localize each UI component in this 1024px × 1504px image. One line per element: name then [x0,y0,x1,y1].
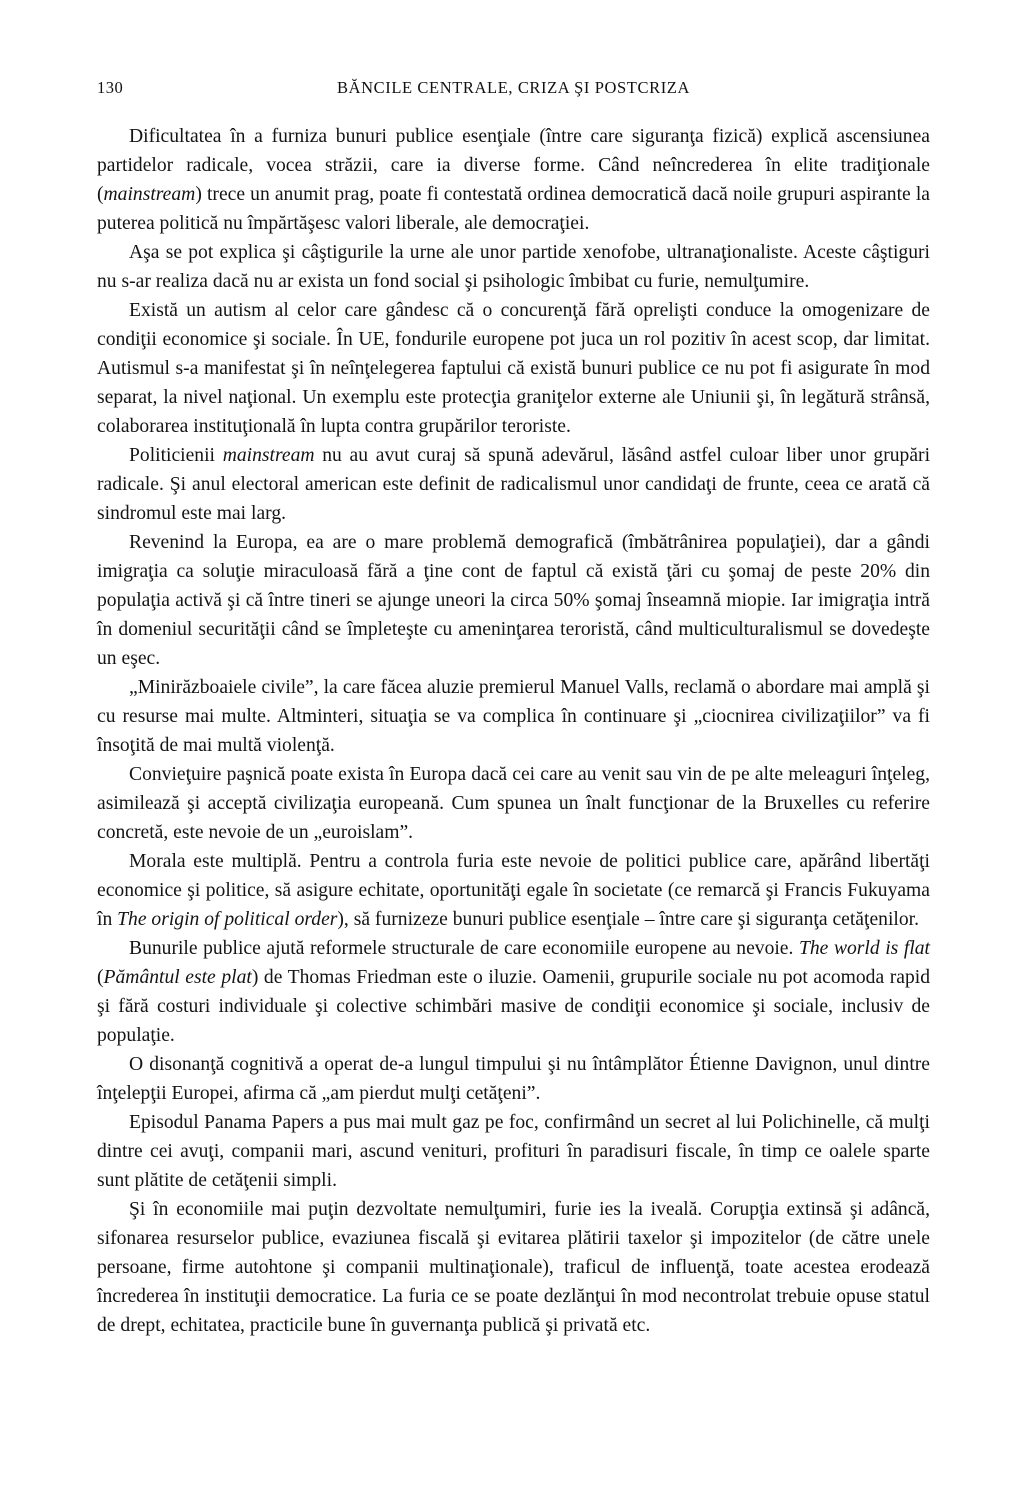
text-run: nu au avut curaj să spună adevărul, lăsând astfel culoar liber unor grupări radicale. Şi anul electoral american este definit de radicalismul unor candidaţi de frunte, ceea ce arată că sindromul este mai larg. [97,445,931,524]
text-run: Există un autism al celor care gândesc că o concurenţă fără oprelişti conduce la omogenizare de condiţii economice şi sociale. În UE, fondurile europene pot juca un rol pozitiv în acest scop, dar limitat. Autismul s-a manifestat şi în neînţelegerea faptului că există bunuri publice ce nu pot fi asigurate în mod separat, la nivel naţional. Un exemplu este protecţia graniţelor externe ale Uniunii şi, în legătură strânsă, colaborarea instituţională în lupta contra grupărilor teroriste. [97,300,930,437]
text-run: Revenind la Europa, ea are o mare problemă demografică (îmbătrânirea populaţiei), dar a gândi imigraţia ca soluţie miraculoasă fără a ţine cont de faptul că există ţări cu şomaj de peste 20% din populaţia activă şi că între tineri se ajunge uneori la circa 50% şomaj înseamnă miopie. Iar imigraţia intră în domeniul securităţii când se împleteşte cu ameninţarea teroristă, când multiculturalismul se dovedeşte un eşec. [97,532,930,669]
text-run: Dificultatea în a furniza bunuri publice esenţiale (între care siguranţa fizică) explică ascensiunea partidelor radicale, vocea străzii, care ia diverse forme. Când neîncrederea în elite tradiţionale ( [97,126,930,205]
paragraph [97,847,930,934]
paragraph [97,122,930,238]
paragraph [97,1108,930,1195]
running-title: BĂNCILE CENTRALE, CRIZA ŞI POSTCRIZA [337,78,690,97]
text-run: Şi în economiile mai puţin dezvoltate nemulţumiri, furie ies la iveală. Corupţia extinsă şi adâncă, sifonarea resurselor publice, evaziunea fiscală şi evitarea plătirii taxelor şi impozitelor (de către unele persoane, firme autohtone şi companii multinaţionale), traficul de influenţă, toate acestea erodează încrederea în instituţii democratice. La furia ce se poate dezlănţui în mod necontrolat trebuie opuse statul de drept, echitatea, practicile bune în guvernanţa publică şi privată etc. [97,1199,930,1336]
text-run: O disonanţă cognitivă a operat de-a lungul timpului şi nu întâmplător Étienne Davignon, unul dintre înţelepţii Europei, afirma că „am pierdut mulţi cetăţeni”. [97,1054,930,1104]
page-header [97,78,930,100]
page-number: 130 [97,78,124,97]
paragraph [97,1195,930,1340]
text-run: ( [97,967,104,988]
text-run: „Minirăzboaiele civile”, la care făcea aluzie premierul Manuel Valls, reclamă o abordare mai amplă şi cu resurse mai multe. Altminteri, situaţia se va complica în continuare şi „ciocnirea civilizaţiilor” va fi însoţită de mai multă violenţă. [97,677,930,756]
italic-text: The origin of political order [117,909,338,930]
text-run: Politicienii [129,445,223,466]
paragraph [97,238,930,296]
text-run: ) de Thomas Friedman este o iluzie. Oamenii, grupurile sociale nu pot acomoda rapid şi fără costuri individuale şi colective schimbări masive de condiţii economice şi sociale, inclusiv de populaţie. [97,967,930,1046]
italic-text: mainstream [103,184,196,205]
italic-text: mainstream [222,445,315,466]
paragraph [97,934,930,1050]
text-run: Bunurile publice ajută reformele structurale de care economiile europene au nevoie. [129,938,799,959]
paragraph [97,528,930,673]
italic-text: The world is flat [798,938,931,959]
paragraph [97,1050,930,1108]
page-body [97,122,930,1340]
text-run: Aşa se pot explica şi câştigurile la urne ale unor partide xenofobe, ultranaţionaliste. Aceste câştiguri nu s-ar realiza dacă nu ar exista un fond social şi psihologic îmbibat cu furie, nemulţumire. [97,242,930,292]
paragraph [97,673,930,760]
text-run: Convieţuire paşnică poate exista în Europa dacă cei care au venit sau vin de pe alte meleaguri înţeleg, asimilează şi acceptă civilizaţia europeană. Cum spunea un înalt funcţionar de la Bruxelles cu referire concretă, este nevoie de un „euroislam”. [97,764,930,843]
italic-text: Pământul este plat [103,967,252,988]
text-run: Episodul Panama Papers a pus mai mult gaz pe foc, confirmând un secret al lui Polichinelle, că mulţi dintre cei avuţi, companii mari, ascund venituri, profituri în paradisuri fiscale, în timp ce oalele sparte sunt plătite de cetăţenii simpli. [97,1112,930,1191]
paragraph [97,760,930,847]
text-run: ), să furnizeze bunuri publice esenţiale – între care şi siguranţa cetăţenilor. [337,909,919,930]
text-run: ) trece un anumit prag, poate fi contestată ordinea democratică dacă noile grupuri aspirante la puterea politică nu împărtăşesc valori liberale, ale democraţiei. [97,184,930,234]
paragraph [97,441,930,528]
paragraph [97,296,930,441]
text-run: Morala este multiplă. Pentru a controla furia este nevoie de politici publice care, apărând libertăţi economice şi politice, să asigure echitate, oportunităţi egale în societate (ce remarcă şi Francis Fukuyama în [97,851,930,930]
